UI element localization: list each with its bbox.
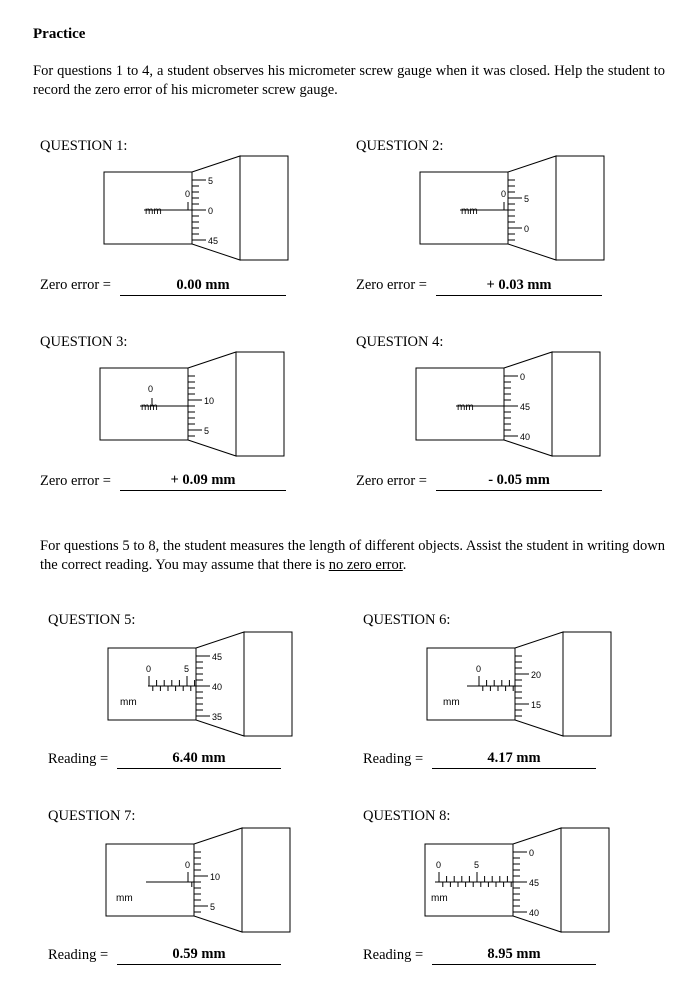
unit-label: mm: [461, 206, 478, 217]
page-heading: Practice: [33, 26, 86, 42]
answer-q3: [120, 472, 286, 491]
thimble-tick-label: 5: [208, 176, 214, 186]
sleeve-tick-label: 0: [436, 860, 442, 870]
sleeve-tick-label: 0: [476, 664, 482, 674]
thimble-tick-label: 45: [529, 878, 540, 888]
question-2-title: QUESTION 2:: [356, 138, 444, 154]
thimble-tick-label: 15: [531, 700, 542, 710]
thimble-tick-label: 0: [208, 206, 214, 216]
question-7-title: QUESTION 7:: [48, 808, 136, 824]
thimble-tick-label: 5: [204, 426, 210, 436]
micrometer-diagram-q4: [412, 346, 607, 466]
question-4-title: QUESTION 4:: [356, 334, 444, 350]
thimble-tick-label: 5: [210, 902, 216, 912]
answer-text: 0.59 mm: [172, 946, 226, 962]
thimble-tick-label: 0: [524, 224, 530, 234]
sleeve-tick-label: 0: [148, 384, 154, 394]
answer-text: 0.00 mm: [176, 277, 230, 293]
reading-label: Reading =: [48, 947, 109, 963]
answer-q4: [436, 472, 602, 491]
unit-label: mm: [116, 893, 133, 904]
thimble-tick-label: 10: [210, 872, 221, 882]
reading-label: Reading =: [363, 947, 424, 963]
answer-text: 8.95 mm: [487, 946, 541, 962]
micrometer-diagram-q3: [96, 346, 291, 466]
zero-error-label: Zero error =: [356, 277, 427, 293]
thimble-tick-label: 5: [524, 194, 530, 204]
sleeve-tick-label: 0: [146, 664, 152, 674]
question-5-title: QUESTION 5:: [48, 612, 136, 628]
micrometer-diagram-q2: [416, 150, 611, 270]
thimble-tick-label: 45: [520, 402, 531, 412]
sleeve-tick-label: 0: [501, 189, 507, 199]
sleeve-tick-label: 5: [184, 664, 190, 674]
unit-label: mm: [457, 402, 474, 413]
zero-error-label: Zero error =: [40, 277, 111, 293]
thimble-tick-label: 45: [208, 236, 219, 246]
question-1-title: QUESTION 1:: [40, 138, 128, 154]
zero-error-label: Zero error =: [40, 473, 111, 489]
unit-label: mm: [145, 206, 162, 217]
answer-text: - 0.05 mm: [488, 472, 550, 488]
answer-text: + 0.09 mm: [170, 472, 236, 488]
thimble-tick-label: 40: [520, 432, 531, 442]
thimble-tick-label: 0: [520, 372, 526, 382]
zero-error-label: Zero error =: [356, 473, 427, 489]
intro-paragraph-2: [40, 537, 665, 575]
answer-text: 6.40 mm: [172, 750, 226, 766]
thimble-tick-label: 20: [531, 670, 542, 680]
sleeve-tick-label: 0: [185, 860, 191, 870]
answer-q5: [117, 750, 281, 769]
thimble-tick-label: 10: [204, 396, 215, 406]
micrometer-diagram-q1: [100, 150, 295, 270]
answer-q1: [120, 277, 286, 296]
thimble-tick-label: 40: [529, 908, 540, 918]
answer-text: 4.17 mm: [487, 750, 541, 766]
answer-q2: [436, 277, 602, 296]
no-zero-error-text: no zero error: [328, 557, 403, 573]
intro-paragraph-1: For questions 1 to 4, a student observes his micrometer screw gauge when it was closed. Help the student to record the zero error of his micrometer screw gauge.: [33, 63, 665, 98]
thimble-tick-label: 45: [212, 652, 223, 662]
answer-text: + 0.03 mm: [486, 277, 552, 293]
thimble-tick-label: 40: [212, 682, 223, 692]
question-8-title: QUESTION 8:: [363, 808, 451, 824]
thimble-tick-label: 0: [529, 848, 535, 858]
micrometer-diagram-q7: [102, 822, 297, 942]
question-3-title: QUESTION 3:: [40, 334, 128, 350]
micrometer-diagram-q6: [423, 626, 618, 746]
reading-label: Reading =: [48, 751, 109, 767]
sleeve-tick-label: 0: [185, 189, 191, 199]
unit-label: mm: [443, 697, 460, 708]
answer-q7: [117, 946, 281, 965]
question-6-title: QUESTION 6:: [363, 612, 451, 628]
micrometer-diagram-q5: [104, 626, 299, 746]
sleeve-tick-label: 5: [474, 860, 480, 870]
intro2-text: For questions 5 to 8, the student measures the length of different objects. Assist the student in writing down the correct reading. You may assume that there is: [40, 538, 665, 573]
answer-q6: [432, 750, 596, 769]
reading-label: Reading =: [363, 751, 424, 767]
unit-label: mm: [141, 402, 158, 413]
unit-label: mm: [431, 893, 448, 904]
micrometer-diagram-q8: [421, 822, 616, 942]
thimble-tick-label: 35: [212, 712, 223, 722]
intro2-end: .: [402, 557, 407, 573]
answer-q8: [432, 946, 596, 965]
unit-label: mm: [120, 697, 137, 708]
